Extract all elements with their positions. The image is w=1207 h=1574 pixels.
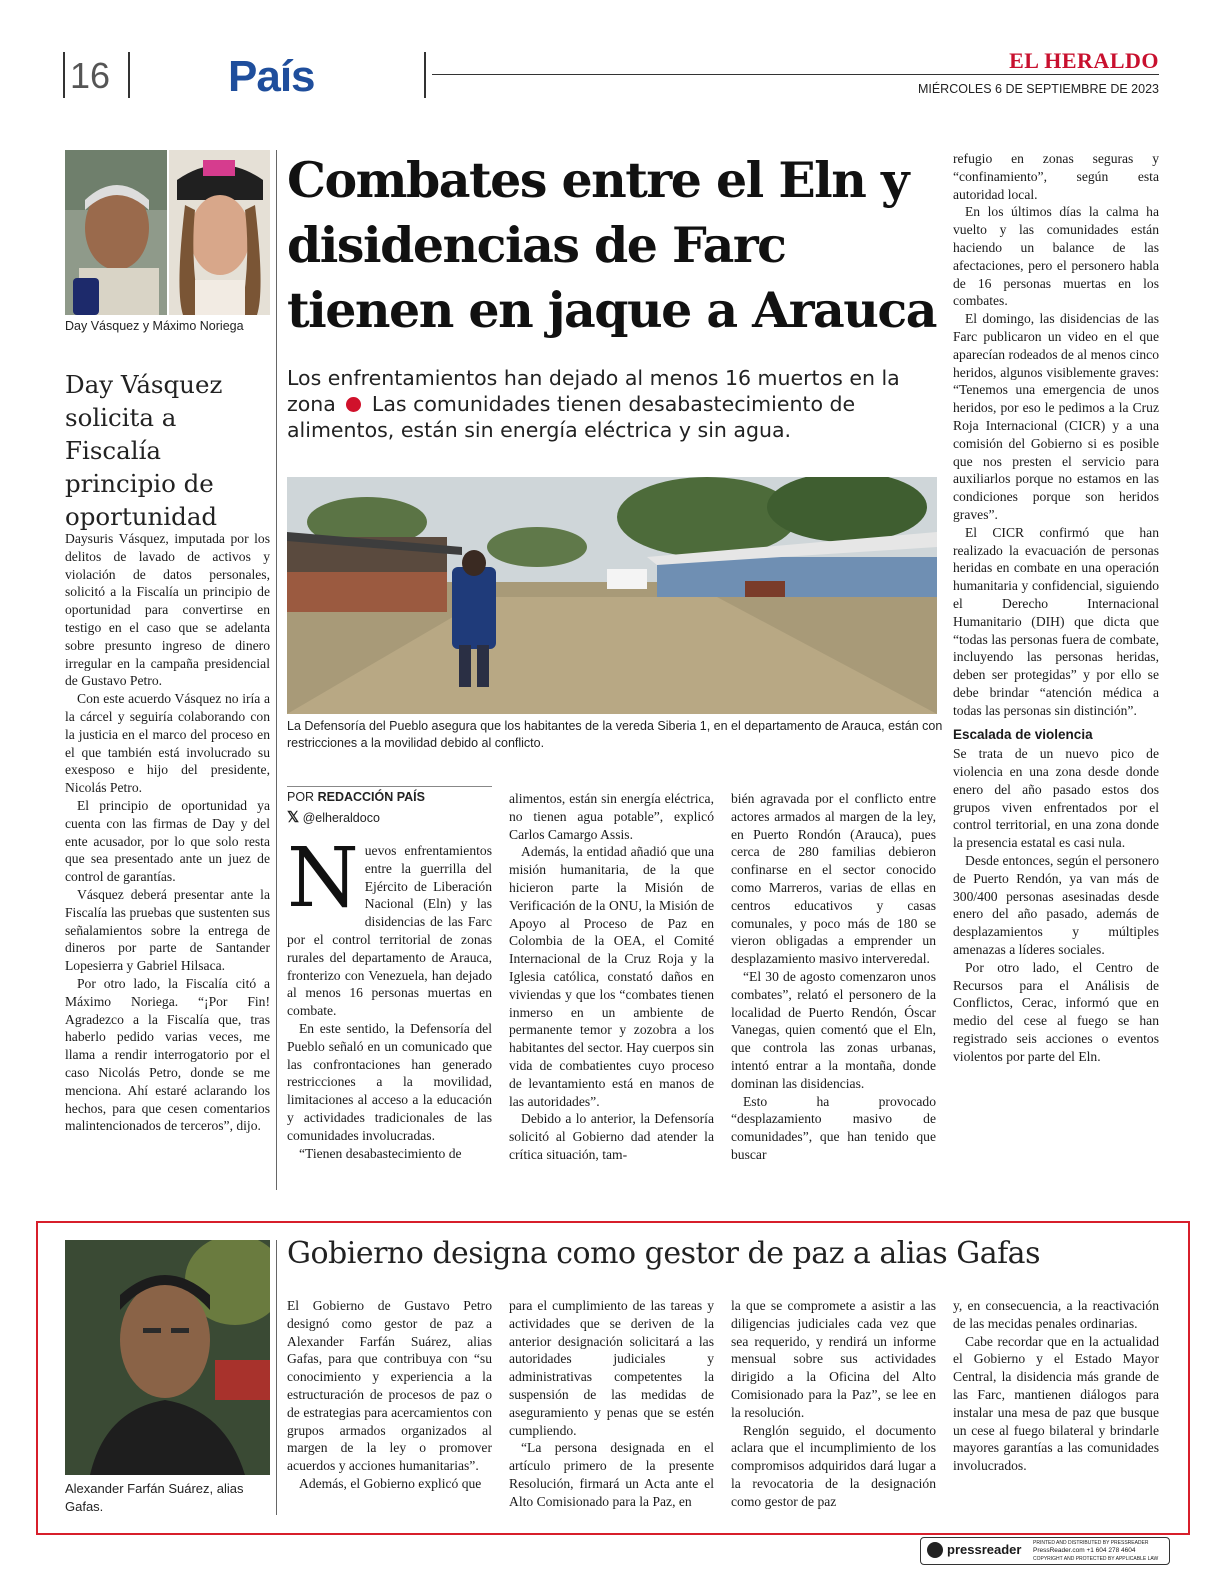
lead-paragraph: Nuevos enfrentamientos entre la guerrilla del Ejército de Liberación Nacional (Eln) y las disidencias de las Farc por el control territorial de zonas rurales del departamento de Arauca, fronterizo con Venezuela, han dejado al menos 16 personas muertas en combate. — [287, 831, 492, 1019]
body-paragraph: “La persona designada en el artículo primero de la presente Resolución, firmará un Acta ante el Alto Comisionado para la Paz, en — [509, 1440, 714, 1509]
issue-date: MIÉRCOLES 6 DE SEPTIEMBRE DE 2023 — [917, 82, 1159, 96]
body-paragraph: El CICR confirmó que han realizado la evacuación de personas heridas en combate en una operación humanitaria y confidencial, siguiendo el Derecho Internacional Humanitario (DIH) que dicta que “todas las personas fuera de combate, incluyendo las personas heridas, deben ser protegidas” y por ello se debe brindar “atención médica a todas las personas sin distinción”. — [953, 524, 1159, 718]
bottom-column-2 — [509, 1297, 714, 1511]
main-column-1 — [287, 831, 492, 1162]
body-paragraph: Por otro lado, el Centro de Recursos para el Análisis de Conflictos, Cerac, informó que en medio del cese al fuego se han registrado seis acciones o eventos violentos por parte del Eln. — [953, 959, 1159, 1064]
main-deck — [287, 365, 927, 443]
byline-author: REDACCIÓN PAÍS — [317, 790, 425, 804]
body-paragraph: Renglón seguido, el documento aclara que el incumplimiento de los compromisos adquiridos dará lugar a la revocatoria de la designación como gestor de paz — [731, 1422, 936, 1509]
body-paragraph: para el cumplimiento de las tareas y actividades que se deriven de la anterior designación solicitará a las autoridades judiciales y administrativas competentes la suspensión de las medidas de aseguramiento y penas que se estén cumpliendo. — [509, 1298, 714, 1438]
sidebar-story-body — [65, 530, 270, 1135]
main-column-4 — [953, 150, 1159, 1066]
pressreader-logo-icon — [927, 1542, 943, 1558]
main-photo-arauca — [287, 477, 937, 714]
photo-alias-gafas — [65, 1240, 270, 1475]
sidebar-paragraph: Con este acuerdo Vásquez no iría a la cárcel y seguiría colaborando con la justicia en el marco del proceso en el que también está involucrado su exesposo e hijo del presidente, Nicolás Petro. — [65, 691, 270, 796]
body-paragraph: El Gobierno de Gustavo Petro designó como gestor de paz a Alexander Farfán Suárez, alias Gafas, para que contribuya con “su conocimiento y experiencia a la estructuración de procesos de paz o de estrategias para acercamientos con grupos armados organizados al margen de la ley o promover acuerdos y acciones humanitarias”. — [287, 1298, 492, 1474]
byline-prefix: POR — [287, 790, 315, 804]
body-paragraph: la que se compromete a asistir a las diligencias judiciales cada vez que sea requerido, y rendirá un informe mensual sobre sus actividades dirigido a la Oficina del Alto Comisionado para la Paz”, se lee en la resolución. — [731, 1298, 936, 1420]
body-paragraph: Cabe recordar que en la actualidad el Gobierno y el Estado Mayor Central, la disidencia más grande de las Farc, mantienen diálogos para instalar una mesa de paz que busque un cese al fuego bilateral y brindarle mayores garantías a las comunidades involucrados. — [953, 1333, 1159, 1474]
drop-cap: N — [287, 831, 359, 926]
body-paragraph: El domingo, las disidencias de las Farc publicaron un video en el que aparecían rodeados de al menos cinco heridos, algunos visiblemente graves: “Tenemos una emergencia de unos heridos, por eso le pedimos a la Cruz Roja Internacional (CICR) y a una comisión del Gobierno si es posible que nos presten el servicio para auxiliarlos porque no estamos en las condiciones porque son heridos graves”. — [953, 311, 1159, 522]
pressreader-badge[interactable] — [920, 1537, 1170, 1565]
deck-part-1: Los enfrentamientos han dejado al menos 16 muertos en la zona — [287, 366, 900, 416]
body-paragraph: Esto ha provocado “desplazamiento masivo de comunidades”, que han tenido que buscar — [731, 1093, 936, 1162]
page-number: 16 — [70, 55, 111, 96]
social-handle — [287, 808, 380, 826]
photo-day-vasquez-maximo-noriega — [65, 150, 270, 315]
bullet-dot-icon — [346, 397, 361, 412]
section-title: País — [228, 52, 315, 101]
body-paragraph: En los últimos días la calma ha vuelto y las comunidades están haciendo un balance de las afectaciones, pero el personero habla de 16 personas muertas en los combates. — [953, 204, 1159, 309]
bottom-column-3 — [731, 1297, 936, 1511]
body-paragraph: En este sentido, la Defensoría del Pueblo señaló en un comunicado que las confrontaciones han generado restricciones a la movilidad, limitaciones al acceso a la educación y actividades tradicionales de las comunidades involucradas. — [287, 1020, 492, 1143]
body-paragraph: Además, la entidad añadió que una misión humanitaria, de la que hicieron parte la Misión de Verificación de la ONU, la Misión de Apoyo al Proceso de Paz en Colombia de la OEA, el Comité Internacional de la Cruz Roja y la Iglesia católica, constató daños en viviendas y que los “combates tienen inmerso en un ambiente de permanente temor y zozobra a los habitantes del sector. Hay cuerpos sin vida de combatientes cuyo proceso de levantamiento está en manos de las autoridades”. — [509, 844, 714, 1109]
header-divider-right — [424, 52, 426, 98]
sidebar-paragraph: Vásquez deberá presentar ante la Fiscalía las pruebas que sustenten sus señalamientos sobre la entrega de dineros por parte de Santander Lopesierra y Gabriel Hilsaca. — [65, 886, 270, 974]
body-paragraph: bién agravada por el conflicto entre actores armados al margen de la ley, en Puerto Rondón (Arauca), pues cerca de 280 familias debieron confinarse en el sector conocido como Marreros, varias de ellas en centros educativos y casas comunales, y poco más de 180 se vieron obligadas a emprender un desplazamiento masivo interveredal. — [731, 791, 936, 967]
body-paragraph: Debido a lo anterior, la Defensoría solicitó al Gobierno dad atender la crítica situación, tam- — [509, 1111, 714, 1162]
box-column-rule — [276, 1240, 277, 1515]
byline-rule — [287, 786, 492, 787]
header-divider-left — [63, 52, 65, 98]
main-column-3 — [731, 790, 936, 1164]
deck-part-2: Las comunidades tienen desabastecimiento de alimentos, están sin energía eléctrica y sin agua. — [287, 392, 856, 442]
body-paragraph: “Tienen desabastecimiento de — [299, 1145, 462, 1161]
bottom-column-1 — [287, 1297, 492, 1493]
x-logo-icon: 𝕏 — [287, 809, 300, 826]
portrait-image — [65, 1240, 270, 1475]
sidebar-paragraph: Por otro lado, la Fiscalía citó a Máximo Noriega. “¡Por Fin! Agradezco a la Fiscalía que, tras haberlo pedido varias veces, me llama a rendir interrogatorio por el caso Nicolás Petro, donde se me menciona. Ahí estaré aclarando los hechos, para que cesen comentarios malintencionados de terceros”, dijo. — [65, 975, 270, 1134]
body-paragraph: Se trata de un nuevo pico de violencia en una zona desde donde enero del año pasado estos dos grupos viven enfrentados por el control territorial, en una zona donde la presencia estatal es casi nula. — [953, 746, 1159, 851]
sidebar-photo-caption: Day Vásquez y Máximo Noriega — [65, 319, 244, 333]
sidebar-paragraph: El principio de oportunidad ya cuenta con las firmas de Day y del ente acusador, por lo que solo resta que sea presentado ante un juez de control de garantías. — [65, 797, 270, 885]
body-paragraph: refugio en zonas seguras y “confinamiento”, según esta autoridad local. — [953, 151, 1159, 202]
bottom-column-4 — [953, 1297, 1159, 1475]
sidebar-column-rule — [276, 150, 277, 1190]
body-paragraph: y, en consecuencia, a la reactivación de las mecidas penales ordinarias. — [953, 1298, 1159, 1331]
byline — [287, 790, 425, 804]
portrait-pair-image — [65, 150, 270, 315]
body-paragraph: Desde entonces, según el personero de Puerto Rendón, ya van más de 300/400 personas asesinadas desde enero del año pasado, además de desplazamientos y múltiples amenazas a líderes sociales. — [953, 853, 1159, 958]
body-paragraph: alimentos, están sin energía eléctrica, no tienen agua potable”, explicó Carlos Camargo Assis. — [509, 791, 714, 842]
main-headline: Combates entre el Eln y disidencias de Farc tienen en jaque a Arauca — [287, 151, 936, 339]
main-photo-caption: La Defensoría del Pueblo asegura que los habitantes de la vereda Siberia 1, en el departamento de Arauca, están con restricciones a la movilidad debido al conflicto. — [287, 719, 943, 750]
main-column-2 — [509, 790, 714, 1164]
sidebar-story-title: Day Vásquez solicita a Fiscalía principio de oportunidad — [65, 370, 223, 531]
newspaper-name: EL HERALDO — [1009, 48, 1159, 73]
bottom-story-title: Gobierno designa como gestor de paz a alias Gafas — [287, 1236, 1040, 1271]
body-paragraph: “El 30 de agosto comenzaron unos combates”, relató el personero de la localidad de Puerto Rendón, Óscar Vanegas, quien comentó que el Eln, que controla las zonas urbanas, intentó entrar a la montaña, donde dominan las disidencias. — [731, 968, 936, 1091]
header-divider-mid — [128, 52, 130, 98]
pressreader-line-2: PressReader.com +1 604 278 4604 — [1033, 1547, 1136, 1554]
pressreader-brand: pressreader — [947, 1542, 1022, 1557]
pressreader-line-3: COPYRIGHT AND PROTECTED BY APPLICABLE LAW — [1033, 1556, 1159, 1562]
village-street-image — [287, 477, 937, 714]
sidebar-paragraph: Daysuris Vásquez, imputada por los delitos de lavado de activos y violación de datos personales, solicitó a la Fiscalía un principio de oportunidad para convertirse en testigo en el caso que se adelanta sobre presunto ingreso de dinero irregular en la campaña presidencial de Gustavo Petro. — [65, 531, 270, 689]
pressreader-line-1: PRINTED AND DISTRIBUTED BY PRESSREADER — [1033, 1540, 1149, 1546]
gafas-photo-caption: Alexander Farfán Suárez, alias Gafas. — [65, 1481, 244, 1514]
subhead-escalada: Escalada de violencia — [953, 726, 1093, 742]
handle-text: @elheraldoco — [302, 811, 380, 825]
header-rule — [432, 74, 1159, 75]
body-paragraph: Además, el Gobierno explicó que — [299, 1475, 482, 1491]
